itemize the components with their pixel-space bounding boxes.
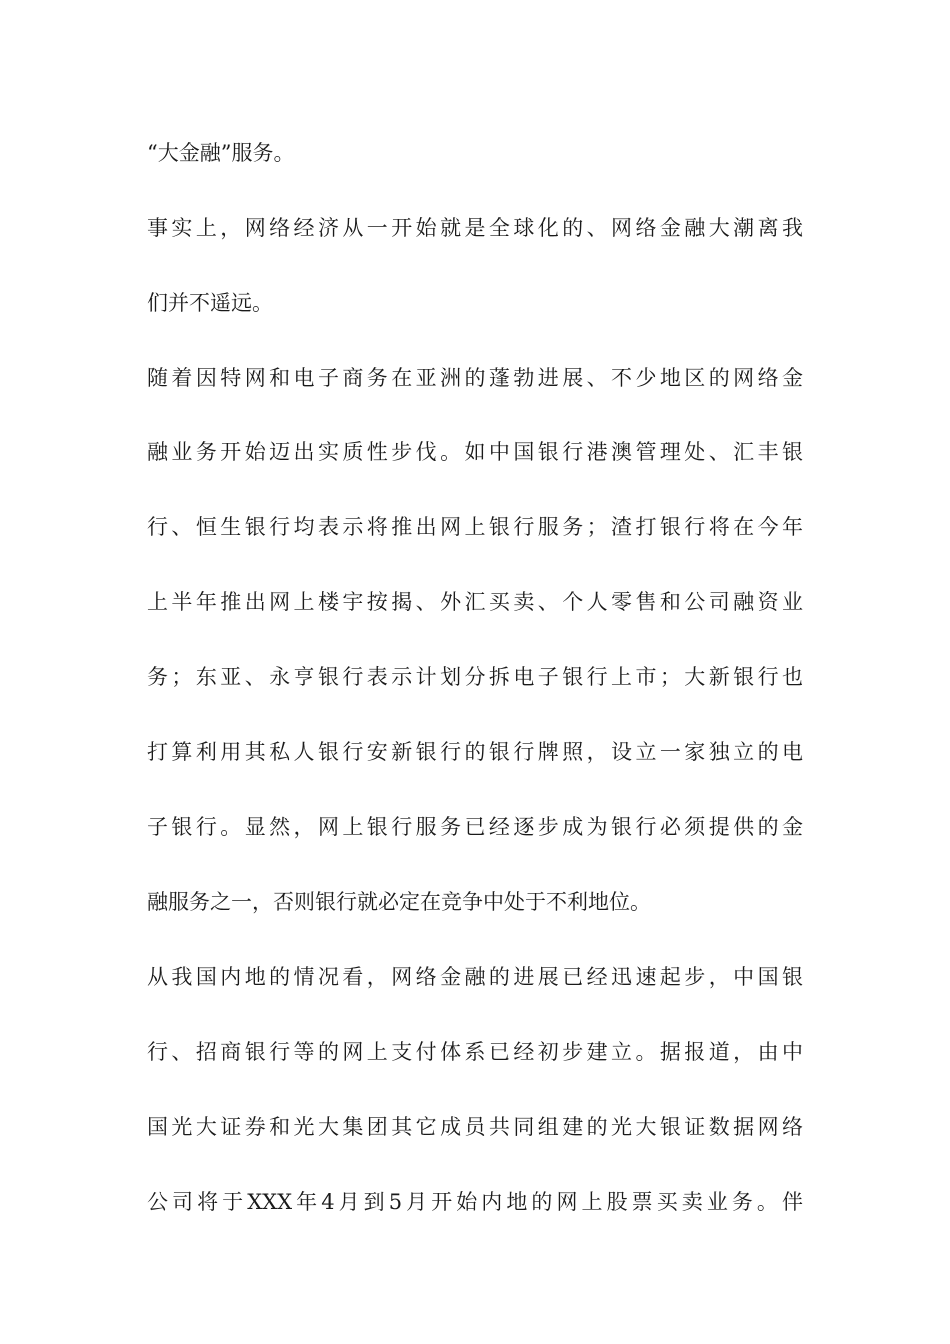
text-line-11: 融服务之一，否则银行就必定在竞争中处于不利地位。	[147, 890, 651, 914]
text-line-1: “大金融”服务。	[147, 141, 295, 165]
text-line-7: 上半年推出网上楼宇按揭、外汇买卖、个人零售和公司融资业	[147, 590, 803, 614]
text-line-14: 国光大证券和光大集团其它成员共同组建的光大银证数据网络	[147, 1115, 803, 1139]
text-line-13: 行、招商银行等的网上支付体系已经初步建立。据报道，由中	[147, 1040, 803, 1064]
text-line-8: 务；东亚、永亨银行表示计划分拆电子银行上市；大新银行也	[147, 665, 803, 689]
text-line-12: 从我国内地的情况看，网络金融的进展已经迅速起步，中国银	[147, 965, 803, 989]
text-line-3: 们并不遥远。	[147, 291, 273, 315]
text-line-15: 公司将于XXX年4月到5月开始内地的网上股票买卖业务。伴	[147, 1190, 803, 1214]
text-line-10: 子银行。显然，网上银行服务已经逐步成为银行必须提供的金	[147, 815, 803, 839]
text-line-9: 打算利用其私人银行安新银行的银行牌照，设立一家独立的电	[147, 740, 803, 764]
text-line-5: 融业务开始迈出实质性步伐。如中国银行港澳管理处、汇丰银	[147, 440, 803, 464]
text-line-2: 事实上，网络经济从一开始就是全球化的、网络金融大潮离我	[147, 216, 803, 240]
text-line-6: 行、恒生银行均表示将推出网上银行服务；渣打银行将在今年	[147, 515, 803, 539]
text-line-4: 随着因特网和电子商务在亚洲的蓬勃进展、不少地区的网络金	[147, 366, 803, 390]
